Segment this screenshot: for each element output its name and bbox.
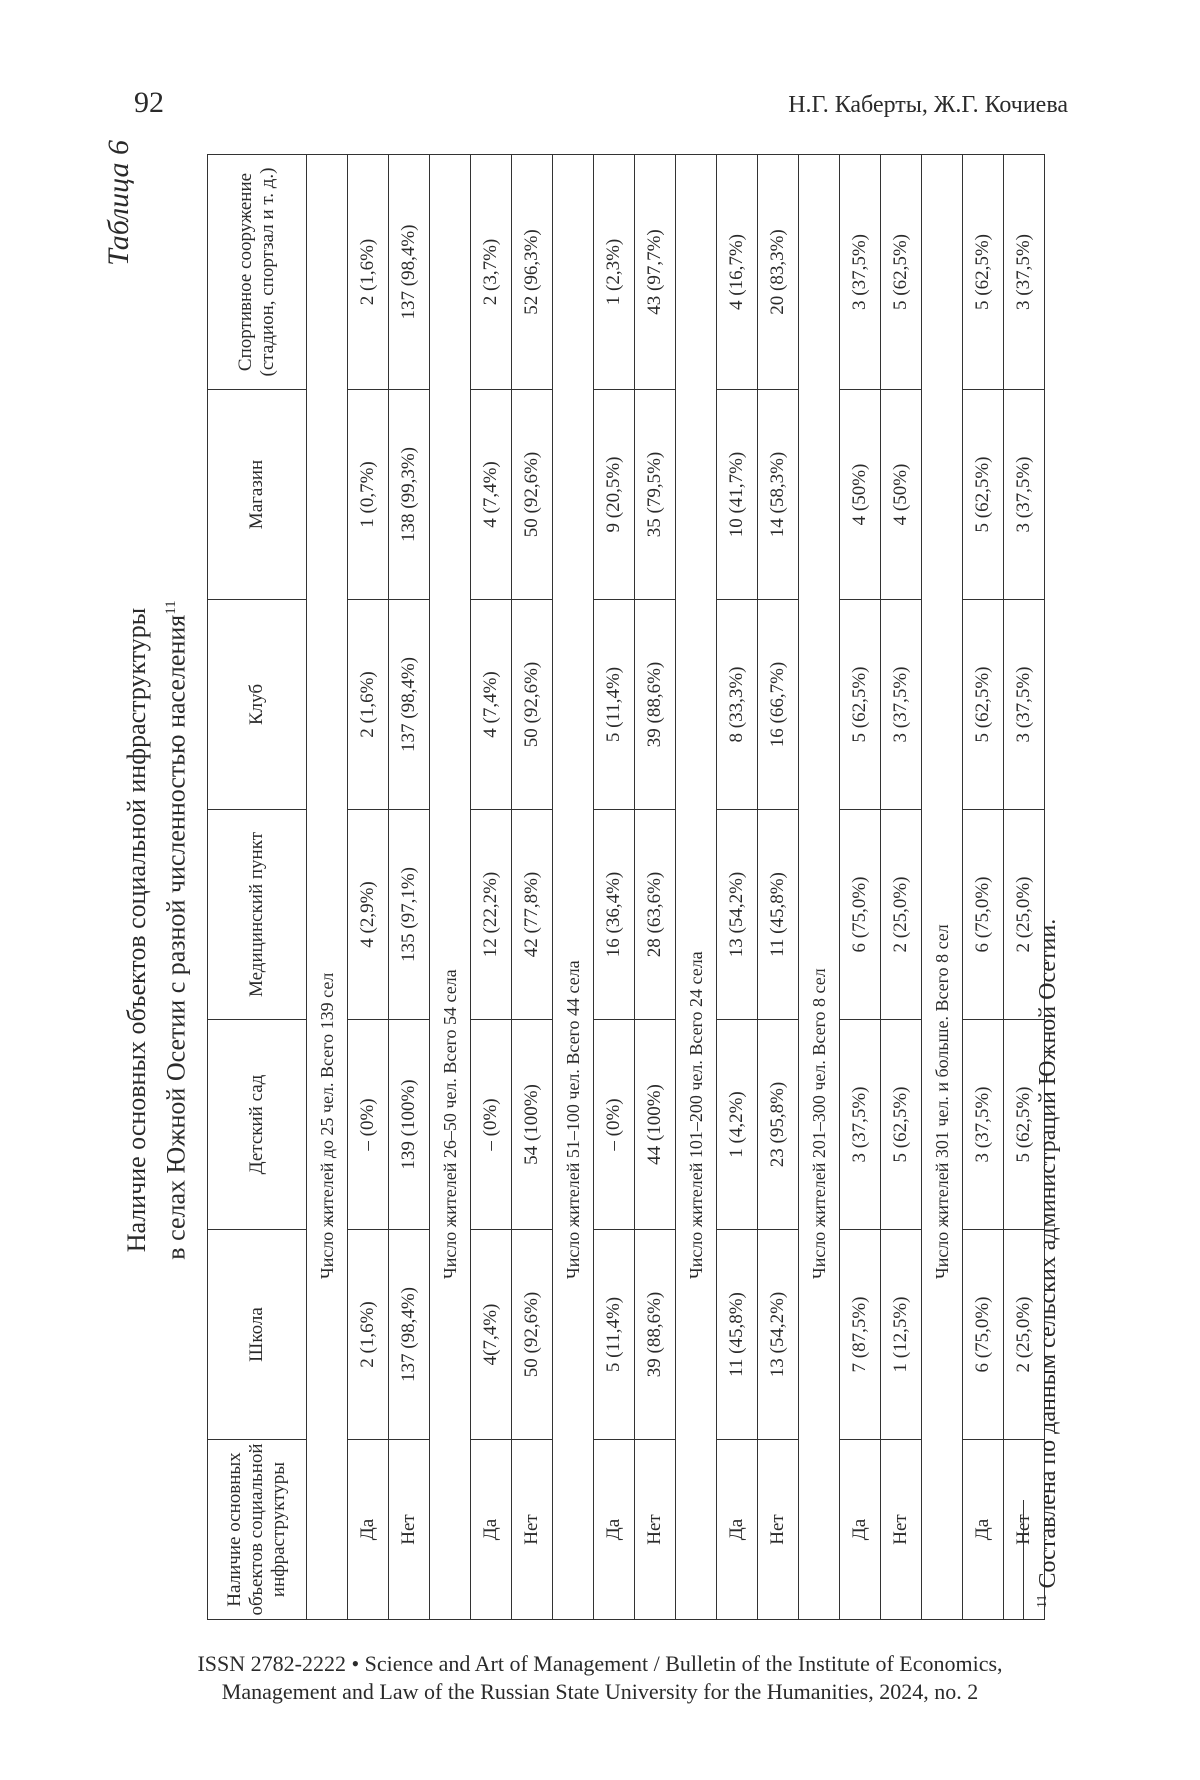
column-header: Клуб — [208, 600, 307, 810]
table-cell: 23 (95,8%) — [758, 1020, 799, 1230]
row-label-cell: Нет — [635, 1440, 676, 1620]
table-cell: 137 (98,4%) — [389, 155, 430, 390]
table-row — [389, 155, 430, 1620]
table-row — [348, 155, 389, 1620]
table-cell: 9 (20,5%) — [594, 390, 635, 600]
table-cell: 43 (97,7%) — [635, 155, 676, 390]
table-cell: 3 (37,5%) — [1004, 390, 1045, 600]
footnote-text: Составлена по данным сельских администраций Южной Осетии. — [1035, 918, 1061, 1589]
table-container — [207, 155, 1045, 1620]
table-cell: – (0%) — [348, 1020, 389, 1230]
table-cell: 2 (25,0%) — [881, 810, 922, 1020]
table-cell: 6 (75,0%) — [840, 810, 881, 1020]
table-row — [471, 155, 512, 1620]
group-label: Число жителей 26–50 чел. Всего 54 села — [439, 969, 460, 1279]
infrastructure-table — [207, 154, 1045, 1620]
table-cell: 13 (54,2%) — [758, 1230, 799, 1440]
table-cell: 5 (11,4%) — [594, 600, 635, 810]
table-cell: 11 (45,8%) — [758, 810, 799, 1020]
table-cell: 135 (97,1%) — [389, 810, 430, 1020]
group-row — [553, 155, 594, 1620]
table-cell: 50 (92,6%) — [512, 390, 553, 600]
table-cell: 54 (100%) — [512, 1020, 553, 1230]
table-cell: 3 (37,5%) — [963, 1020, 1004, 1230]
group-label-cell — [676, 155, 717, 1620]
table-row — [635, 155, 676, 1620]
table-cell: 1 (12,5%) — [881, 1230, 922, 1440]
group-label-cell — [553, 155, 594, 1620]
table-cell: 4 (7,4%) — [471, 390, 512, 600]
table-cell: 137 (98,4%) — [389, 600, 430, 810]
table-cell: 11 (45,8%) — [717, 1230, 758, 1440]
table-cell: 2 (1,6%) — [348, 1230, 389, 1440]
table-cell: 10 (41,7%) — [717, 390, 758, 600]
table-cell: 2 (3,7%) — [471, 155, 512, 390]
table-row — [717, 155, 758, 1620]
table-row — [881, 155, 922, 1620]
column-header: Школа — [208, 1230, 307, 1440]
table-cell: 2 (1,6%) — [348, 600, 389, 810]
table-title-line-2 — [154, 280, 194, 1580]
column-header: Наличие основных объектов социальной инфраструктуры — [208, 1440, 307, 1620]
row-label-cell: Нет — [758, 1440, 799, 1620]
table-cell: 4 (2,9%) — [348, 810, 389, 1020]
table-cell: 20 (83,3%) — [758, 155, 799, 390]
table-cell: 52 (96,3%) — [512, 155, 553, 390]
table-cell: 39 (88,6%) — [635, 600, 676, 810]
table-cell: 1 (0,7%) — [348, 390, 389, 600]
group-label: Число жителей 201–300 чел. Всего 8 сел — [808, 968, 829, 1279]
group-row — [799, 155, 840, 1620]
table-cell: 3 (37,5%) — [840, 1020, 881, 1230]
table-cell: 4 (16,7%) — [717, 155, 758, 390]
table-cell: 4 (50%) — [881, 390, 922, 600]
table-cell: 8 (33,3%) — [717, 600, 758, 810]
footnote-rule — [1023, 1500, 1024, 1620]
table-body — [307, 155, 1045, 1620]
table-cell: 137 (98,4%) — [389, 1230, 430, 1440]
table-cell: 14 (58,3%) — [758, 390, 799, 600]
row-label-cell: Да — [717, 1440, 758, 1620]
table-row — [594, 155, 635, 1620]
row-label-cell: Нет — [881, 1440, 922, 1620]
group-label-cell — [430, 155, 471, 1620]
table-cell: 7 (87,5%) — [840, 1230, 881, 1440]
group-label: Число жителей до 25 чел. Всего 139 сел — [316, 972, 337, 1279]
table-cell: 138 (99,3%) — [389, 390, 430, 600]
table-cell: 5 (62,5%) — [963, 390, 1004, 600]
table-cell: 42 (77,8%) — [512, 810, 553, 1020]
table-cell: 3 (37,5%) — [1004, 600, 1045, 810]
table-cell: 4 (50%) — [840, 390, 881, 600]
column-header: Медицинский пункт — [208, 810, 307, 1020]
table-cell: 5 (62,5%) — [963, 600, 1004, 810]
table-cell: – (0%) — [471, 1020, 512, 1230]
table-cell: 3 (37,5%) — [1004, 155, 1045, 390]
row-label-cell: Нет — [389, 1440, 430, 1620]
page-number: 92 — [134, 86, 164, 119]
table-title-line-1: Наличие основных объектов социальной инфраструктуры — [122, 607, 151, 1253]
footnote-ref: 11 — [163, 600, 179, 615]
table-header-row — [208, 155, 307, 1620]
table-cell: 50 (92,6%) — [512, 600, 553, 810]
table-cell: 4 (7,4%) — [471, 600, 512, 810]
group-label: Число жителей 101–200 чел. Всего 24 села — [685, 951, 706, 1279]
column-header: Магазин — [208, 390, 307, 600]
group-label: Число жителей 51–100 чел. Всего 44 села — [562, 960, 583, 1279]
table-cell: 139 (100%) — [389, 1020, 430, 1230]
table-cell: 2 (25,0%) — [1004, 1230, 1045, 1440]
group-label-cell — [799, 155, 840, 1620]
footer-line-2: Management and Law of the Russian State University for the Humanities, 2024, no. 2 — [221, 1679, 979, 1704]
group-row — [307, 155, 348, 1620]
table-cell: 39 (88,6%) — [635, 1230, 676, 1440]
table-cell: 3 (37,5%) — [840, 155, 881, 390]
table-cell: 16 (66,7%) — [758, 600, 799, 810]
table-cell: – (0%) — [594, 1020, 635, 1230]
table-label: Таблица 6 — [102, 140, 135, 266]
group-row — [676, 155, 717, 1620]
row-label-cell: Да — [471, 1440, 512, 1620]
running-head-authors: Н.Г. Каберты, Ж.Г. Кочиева — [788, 92, 1068, 118]
row-label-cell: Нет — [1004, 1440, 1045, 1620]
row-label-cell: Да — [963, 1440, 1004, 1620]
table-cell: 6 (75,0%) — [963, 1230, 1004, 1440]
group-label-cell — [307, 155, 348, 1620]
column-header: Детский сад — [208, 1020, 307, 1230]
table-cell: 13 (54,2%) — [717, 810, 758, 1020]
table-cell: 1 (2,3%) — [594, 155, 635, 390]
rotated-table-block — [80, 130, 1080, 1630]
table-cell: 35 (79,5%) — [635, 390, 676, 600]
table-cell: 6 (75,0%) — [963, 810, 1004, 1020]
table-cell: 16 (36,4%) — [594, 810, 635, 1020]
footnote-number: 11 — [1035, 1594, 1050, 1608]
table-cell: 5 (62,5%) — [1004, 1020, 1045, 1230]
row-label-cell: Нет — [512, 1440, 553, 1620]
row-label-cell: Да — [348, 1440, 389, 1620]
table-row — [963, 155, 1004, 1620]
table-cell: 28 (63,6%) — [635, 810, 676, 1020]
table-cell: 1 (4,2%) — [717, 1020, 758, 1230]
table-cell: 3 (37,5%) — [881, 600, 922, 810]
table-cell: 2 (1,6%) — [348, 155, 389, 390]
footnote — [1035, 919, 1062, 1608]
table-cell: 2 (25,0%) — [1004, 810, 1045, 1020]
group-label: Число жителей 301 чел. и больше. Всего 8 сел — [931, 924, 952, 1279]
table-cell: 44 (100%) — [635, 1020, 676, 1230]
group-row — [922, 155, 963, 1620]
table-row — [758, 155, 799, 1620]
table-cell: 12 (22,2%) — [471, 810, 512, 1020]
group-label-cell — [922, 155, 963, 1620]
table-cell: 5 (62,5%) — [881, 1020, 922, 1230]
table-title-line-2-text: в селах Южной Осетии с разной численностью населения — [161, 614, 191, 1260]
column-header: Спортивное сооружение (стадион, спортзал и т. д.) — [208, 155, 307, 390]
page-footer — [0, 1650, 1200, 1706]
table-row — [840, 155, 881, 1620]
row-label-cell: Да — [594, 1440, 635, 1620]
table-cell: 50 (92,6%) — [512, 1230, 553, 1440]
table-cell: 5 (62,5%) — [840, 600, 881, 810]
table-cell: 5 (11,4%) — [594, 1230, 635, 1440]
row-label-cell: Да — [840, 1440, 881, 1620]
group-row — [430, 155, 471, 1620]
table-row — [512, 155, 553, 1620]
table-cell: 5 (62,5%) — [963, 155, 1004, 390]
table-title — [120, 280, 194, 1580]
footer-line-1: ISSN 2782-2222 • Science and Art of Management / Bulletin of the Institute of Economics, — [197, 1651, 1003, 1676]
table-cell: 5 (62,5%) — [881, 155, 922, 390]
table-cell: 4(7,4%) — [471, 1230, 512, 1440]
